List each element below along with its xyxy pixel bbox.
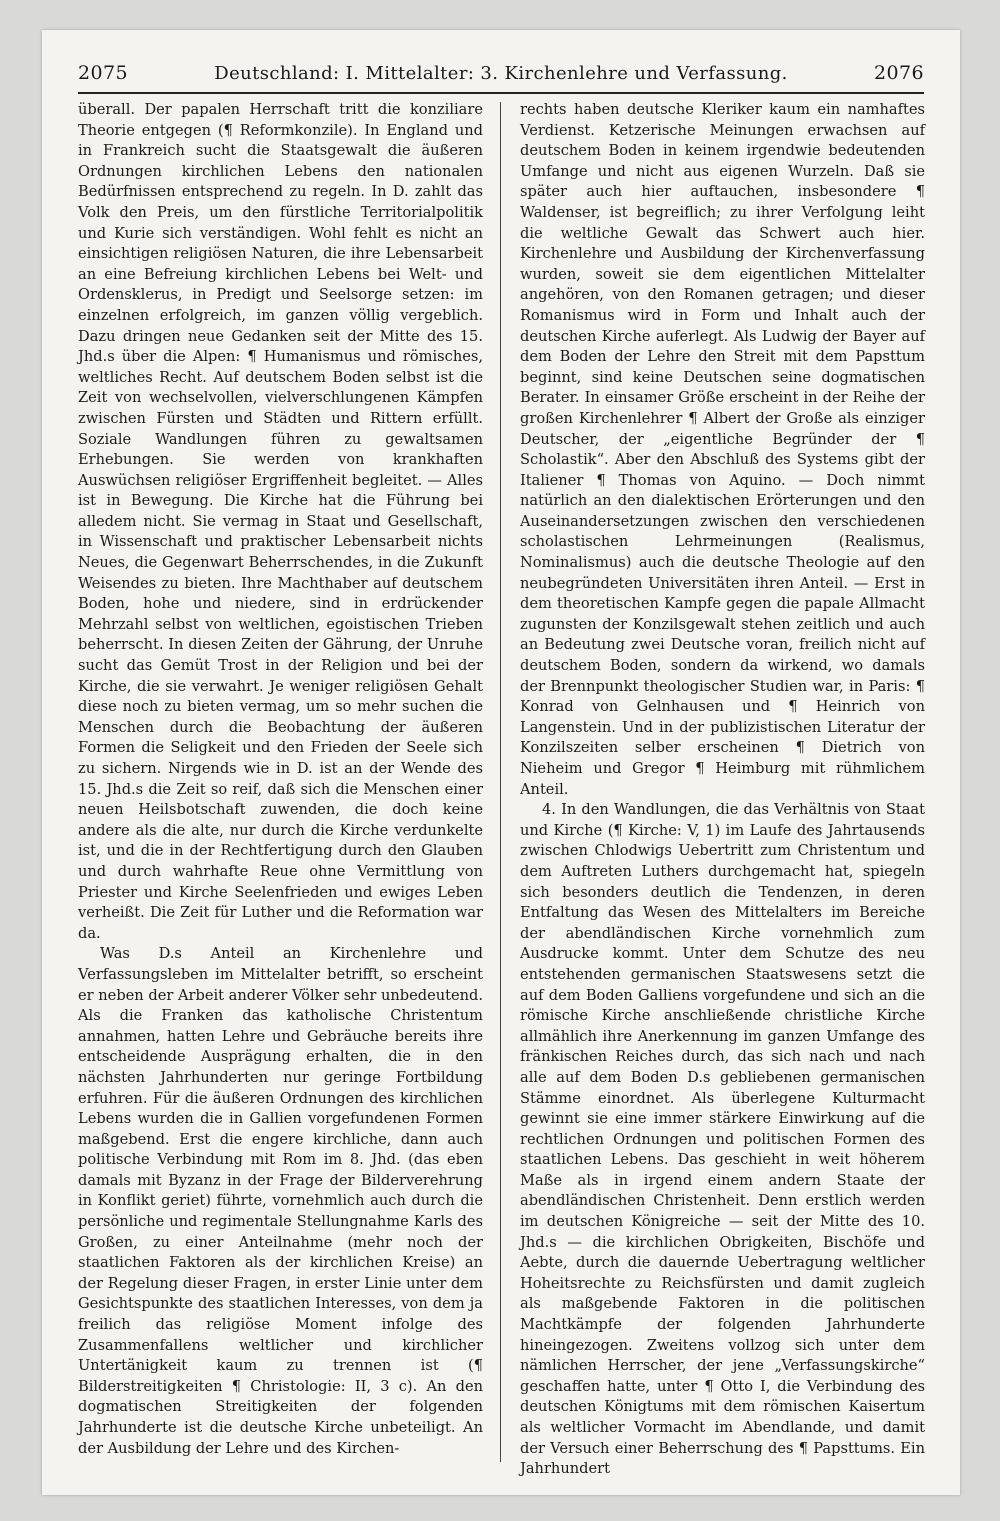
page-number-right: 2076 bbox=[874, 62, 924, 84]
left-paragraph-2: Was D.s Anteil an Kirchenlehre und Verfassungsleben im Mittelalter betrifft, so erscheint er neben der Arbeit anderer Völker sehr unbedeutend. Als die Franken das katholische Christentum annahmen, hatten Lehre und Gebräuche bereits ihre entscheidende Ausprägung erhalten, die in den nächsten Jahrhunderten nur geringe Fortbildung erfuhren. Für die äußeren Ordnungen des kirchlichen Lebens wurden die in Gallien vorgefundenen Formen maßgebend. Erst die engere kirchliche, dann auch politische Verbindung mit Rom im 8. Jhd. (das eben damals mit Byzanz in der Frage der Bilderverehrung in Konflikt geriet) führte, vornehmlich auch durch die persönliche und regimentale Stellungnahme Karls des Großen, zu einer Anteilnahme (mehr noch der staatlichen Faktoren als der kirchlichen Kreise) an der Regelung dieser Fragen, in erster Linie unter dem Gesichtspunkte des staatlichen Interesses, von dem ja freilich das religiöse Moment infolge des Zusammenfallens weltlicher und kirchlicher Untertänigkeit kaum zu trennen ist (¶ Bilderstreitigkeiten ¶ Christologie: II, 3 c). An den dogmatischen Streitigkeiten der folgenden Jahrhunderte ist die deutsche Kirche unbeteiligt. An der Ausbildung der Lehre und des Kirchen- bbox=[78, 945, 483, 1457]
running-header bbox=[78, 56, 924, 90]
right-column bbox=[520, 100, 925, 1478]
left-paragraph-1: überall. Der papalen Herrschaft tritt die konziliare Theorie entgegen (¶ Reformkonzile). In England und in Frankreich sucht die Staatsgewalt die äußeren Ordnungen kirchlichen Lebens den nationalen Bedürfnissen entsprechend zu regeln. In D. zahlt das Volk den Preis, um den fürstliche Territorialpolitik und Kurie sich verständigen. Wohl fehlt es nicht an einsichtigen religiösen Naturen, die ihre Lebensarbeit an eine Befreiung kirchlichen Lebens bei Welt- und Ordensklerus, in Predigt und Seelsorge setzen: im einzelnen erfolgreich, im ganzen völlig vergeblich. Dazu dringen neue Gedanken seit der Mitte des 15. Jhd.s über die Alpen: ¶ Humanismus und römisches, weltliches Recht. Auf deutschem Boden selbst ist die Zeit von wechselvollen, vielverschlungenen Kämpfen zwischen Fürsten und Städten und Rittern erfüllt. Soziale Wandlungen führen zu gewaltsamen Erhebungen. Sie werden von krankhaften Auswüchsen religiöser Ergriffenheit begleitet. — Alles ist in Bewegung. Die Kirche hat die Führung bei alledem nicht. Sie vermag in Staat und Gesellschaft, in Wissenschaft und praktischer Lebensarbeit nichts Neues, die Gegenwart Beherrschendes, in die Zukunft Weisendes zu bieten. Ihre Machthaber auf deutschem Boden, hohe und niedere, sind in erdrückender Mehrzahl selbst von weltlichen, egoistischen Trieben beherrscht. In diesen Zeiten der Gährung, der Unruhe sucht das Gemüt Trost in der Religion und bei der Kirche, die sie verwahrt. Je weniger religiösen Gehalt diese noch zu bieten vermag, um so mehr suchen die Menschen durch die Beobachtung der äußeren Formen die Seligkeit und den Frieden der Seele sich zu sichern. Nirgends wie in D. ist an der Wende des 15. Jhd.s die Zeit so reif, daß sich die Menschen einer neuen Heilsbotschaft zuwenden, die doch keine andere als die alte, nur durch die Kirche verdunkelte ist, und die in der Rechtfertigung durch den Glauben und durch wahrhafte Reue ohne Vermittlung von Priester und Kirche Seelenfrieden und ewiges Leben verheißt. Die Zeit für Luther und die Reformation war da. bbox=[78, 101, 483, 942]
book-page bbox=[42, 30, 960, 1495]
right-paragraph-1: rechts haben deutsche Kleriker kaum ein namhaftes Verdienst. Ketzerische Meinungen erwachsen auf deutschem Boden in keinem irgendwie bedeutenden Umfange und nicht aus eigenen Wurzeln. Daß sie später auch hier auftauchen, insbesondere ¶ Waldenser, ist begreiflich; zu ihrer Verfolgung leiht die weltliche Gewalt das Schwert auch hier. Kirchenlehre und Ausbildung der Kirchenverfassung wurden, soweit sie dem eigentlichen Mittelalter angehören, von den Romanen getragen; und dieser Romanismus wird in Form und Inhalt auch der deutschen Kirche auferlegt. Als Ludwig der Bayer auf dem Boden der Lehre den Streit mit dem Papsttum beginnt, sind keine Deutschen seine dogmatischen Berater. In einsamer Größe erscheint in der Reihe der großen Kirchenlehrer ¶ Albert der Große als einziger Deutscher, der „eigentliche Begründer der ¶ Scholastik“. Aber den Abschluß des Systems gibt der Italiener ¶ Thomas von Aquino. — Doch nimmt natürlich an den dialektischen Erörterungen und den Auseinandersetzungen zwischen den verschiedenen scholastischen Lehrmeinungen (Realismus, Nominalismus) auch die deutsche Theologie auf den neubegründeten Universitäten ihren Anteil. — Erst in dem theoretischen Kampfe gegen die papale Allmacht zugunsten der Konzilsgewalt stehen zeitlich und auch an Bedeutung zwei Deutsche voran, freilich nicht auf deutschem Boden, sondern da wirkend, wo damals der Brennpunkt theologischer Studien war, in Paris: ¶ Konrad von Gelnhausen und ¶ Heinrich von Langenstein. Und in der publizistischen Literatur der Konzilszeiten selber erscheinen ¶ Dietrich von Nieheim und Gregor ¶ Heimburg mit rühmlichem Anteil. bbox=[520, 101, 925, 798]
running-title: Deutschland: I. Mittelalter: 3. Kirchenlehre und Verfassung. bbox=[214, 62, 788, 84]
page-number-left: 2075 bbox=[78, 62, 128, 84]
header-rule bbox=[78, 92, 924, 94]
right-paragraph-2: 4. In den Wandlungen, die das Verhältnis von Staat und Kirche (¶ Kirche: V, 1) im Laufe des Jahrtausends zwischen Chlodwigs Uebertritt zum Christentum und dem Auftreten Luthers durchgemacht hat, spiegeln sich besonders deutlich die Tendenzen, in deren Entfaltung das Wesen des Mittelalters im Bereiche der abendländischen Kirche vornehmlich zum Ausdrucke kommt. Unter dem Schutze des neu entstehenden germanischen Staatswesens setzt die auf dem Boden Galliens vorgefundene und sich an die römische Kirche anschließende christliche Kirche allmählich ihre Anerkennung im ganzen Umfange des fränkischen Reiches durch, das sich nach und nach alle auf dem Boden D.s gebliebenen germanischen Stämme einordnet. Als überlegene Kulturmacht gewinnt sie eine immer stärkere Einwirkung auf die rechtlichen Ordnungen und politischen Formen des staatlichen Lebens. Das geschieht in weit höherem Maße als in irgend einem andern Staate der abendländischen Christenheit. Denn erstlich werden im deutschen Königreiche — seit der Mitte des 10. Jhd.s — die kirchlichen Obrigkeiten, Bischöfe und Aebte, durch die dauernde Uebertragung weltlicher Hoheitsrechte zu Reichsfürsten und damit zugleich als maßgebende Faktoren in die politischen Machtkämpfe der folgenden Jahrhunderte hineingezogen. Zweitens vollzog sich unter dem nämlichen Herrscher, der jene „Verfassungskirche“ geschaffen hatte, unter ¶ Otto I, die Verbindung des deutschen Königtums mit dem römischen Kaisertum als weltlicher Vormacht im Abendlande, und damit der Versuch einer Beherrschung des ¶ Papsttums. Ein Jahrhundert bbox=[520, 801, 925, 1478]
column-divider bbox=[500, 102, 501, 1462]
left-column bbox=[78, 100, 483, 1465]
